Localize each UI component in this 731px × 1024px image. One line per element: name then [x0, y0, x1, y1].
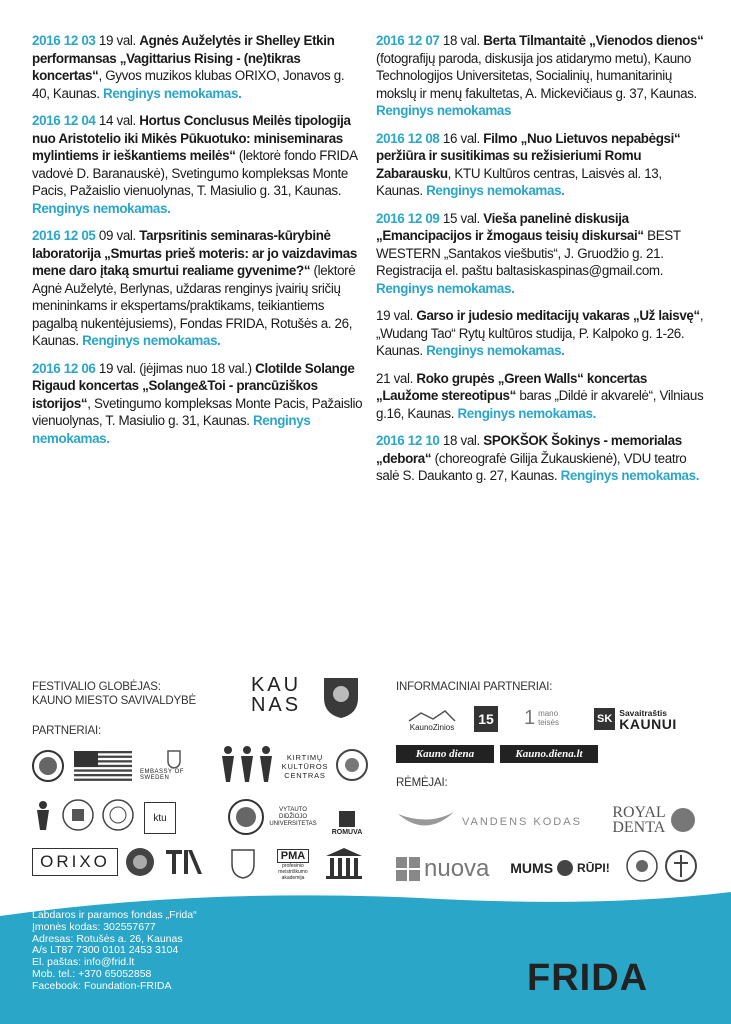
event-date: 2016 12 04 — [32, 113, 96, 128]
seal-icon — [62, 798, 94, 832]
footer-line: Mob. tel.: +370 65052858 — [32, 967, 152, 980]
pma-text: PMA — [277, 849, 309, 863]
round-emblem-icon — [124, 846, 156, 878]
figure-icon — [32, 800, 54, 832]
event-title: Berta Tilmantaitė „Vienodos dienos“ — [483, 33, 704, 48]
event-time: 16 val. — [442, 130, 480, 146]
channel-15-text: 15 — [478, 711, 494, 727]
sponsors-label: RĖMĖJAI: — [396, 777, 448, 789]
kaunas-logo-text: KAU NAS — [250, 674, 302, 716]
event-item — [376, 210, 704, 298]
vandens-kodas-text: VANDENS KODAS — [462, 816, 582, 828]
event-date: 2016 12 10 — [376, 433, 440, 448]
orixo-text: ORIXO — [40, 852, 110, 871]
royal-denta-logo — [604, 800, 704, 840]
nuova-text: nuova — [424, 855, 490, 882]
romuva-text: ROMUVA — [331, 829, 363, 836]
event-time: 19 val. (įėjimas nuo 18 val.) — [98, 360, 252, 376]
footer-line: Labdaros ir paramos fondas „Frida“ — [32, 909, 197, 921]
event-details: , Svetingumo kompleksas Monte Pacis, Pažaislio vienuolynas, T. Masiulio g. 31, Kaunas. — [32, 395, 363, 428]
embassy-sweden-logo — [140, 740, 208, 788]
event-time: 19 val. — [376, 308, 414, 323]
kauno-diena-logo — [396, 745, 494, 763]
royal-denta-emblem-icon — [670, 807, 696, 833]
event-item — [32, 360, 364, 448]
kaunas-coat-of-arms — [318, 672, 364, 720]
event-date: 2016 12 09 — [376, 210, 440, 226]
dancers-icon — [216, 742, 278, 786]
us-seal-icon — [32, 750, 64, 782]
mums-rupi-dot-icon — [556, 859, 574, 877]
event-details: , Gyvos muzikos klubas ORIXO, Jonavos g. 40, Kaunas. — [32, 68, 345, 101]
event-time: 18 val. — [442, 433, 480, 448]
vandens-kodas-logo — [396, 804, 592, 840]
event-free-note: Renginys nemokamas. — [32, 413, 311, 446]
event-time: 21 val. — [376, 370, 414, 386]
vdu-text: VYTAUTO DIDŽIOJO UNIVERSITETAS — [269, 806, 317, 827]
patron-name: KAUNO MIESTO SAVIVALDYBĖ — [32, 695, 196, 707]
sk-badge-icon: SK — [594, 708, 615, 730]
event-item — [376, 432, 704, 485]
us-flag-icon — [74, 751, 132, 781]
event-date: 2016 12 08 — [376, 130, 440, 146]
patron-title: FESTIVALIO GLOBĖJAS: — [32, 681, 161, 693]
event-title: Vieša panelinė diskusija „Emancipacijos ir žmogaus teisių diskursai“ — [376, 210, 644, 243]
royal-text: ROYAL — [612, 804, 666, 821]
event-item — [376, 307, 704, 360]
event-item — [376, 32, 704, 120]
event-date: 2016 12 03 — [32, 33, 96, 48]
manoteises-text: mano teisės — [538, 709, 559, 727]
event-free-note: Renginys nemokamas. — [457, 405, 596, 421]
event-title: Hortus Conclusus Meilės tipologija nuo Aristotelio iki Mikės Pūkuotuko: miniseminaras mylintiems ir ieškantiems meilės“ — [32, 113, 351, 163]
kauno-diena-text: Kauno diena — [415, 748, 475, 760]
university-crest-icon — [102, 798, 134, 832]
sk-city: KAUNUI — [619, 716, 677, 732]
event-details: (lektorė fondo FRIDA vadovė D. Baranauskė), Svetingumo kompleksas Monte Pacis, Pažaislio vienuolynas, T. Masiulio g. 31, Kaunas. — [32, 148, 357, 198]
nuova-logo — [396, 850, 500, 888]
event-details: , KTU Kultūros centras, Laisvės al. 13, Kaunas. — [376, 165, 662, 198]
event-free-note: Renginys nemokamas. — [426, 343, 565, 358]
footer-line: A/s LT87 7300 0101 2453 3104 — [32, 944, 179, 957]
pma-logo — [272, 848, 314, 882]
kirtimu-logo — [280, 746, 330, 786]
footer-line: El. paštas: info@frid.lt — [32, 956, 135, 969]
event-details: (choreografė Gilija Žukauskienė), VDU teatro salė S. Daukanto g. 27, Kaunas. — [376, 450, 687, 483]
college-crest-icon — [228, 846, 258, 880]
event-title: Clotilde Solange Rigaud koncertas „Solange&Toi - prancūziškos istorijos“ — [32, 360, 355, 411]
vdu-crest-icon — [226, 798, 266, 836]
event-title: Roko grupės „Green Walls“ koncertas „Laužome stereotipus“ — [376, 370, 647, 403]
denta-text: DENTA — [612, 819, 666, 836]
kaunozinios-text: KaunoZinios — [409, 722, 455, 732]
event-title: Tarpsritinis seminaras-kūrybinė laboratorija „Smurtas prieš moteris: ar jo vaizdavimas mene daro įtaką smurtui realiame gyvenime?“ — [32, 228, 357, 278]
event-title: Agnės Auželytės ir Shelley Etkin performansas „Vagittarius Rising - (ne)tikras koncertas“ — [32, 33, 335, 83]
kauno-diena-lt-text: Kauno.diena.lt — [515, 748, 583, 760]
channel-15-logo — [474, 706, 498, 732]
kaunas-logo — [244, 668, 308, 722]
manoteises-figure-icon: 1 — [523, 706, 536, 729]
event-date: 2016 12 05 — [32, 228, 96, 243]
event-date: 2016 12 07 — [376, 33, 440, 48]
ktu-text: ktu — [153, 812, 167, 824]
temple-icon — [324, 846, 364, 882]
info-partners-label: INFORMACINIAI PARTNERIAI: — [396, 681, 553, 693]
tn-logo — [164, 846, 208, 878]
kirtimu-text: KIRTIMŲ KULTŪROS CENTRAS — [281, 752, 329, 780]
event-item — [32, 32, 364, 102]
events-column-right — [376, 32, 704, 495]
event-free-note: Renginys nemokamas. — [103, 85, 242, 101]
frida-logo — [527, 957, 648, 1000]
event-details: , „Wudang Tao“ Rytų kultūros studija, P. Kalpoko g. 1-26. Kaunas. — [376, 308, 704, 358]
sponsor-emblem-icon — [626, 848, 658, 884]
kaunozinios-logo — [394, 704, 470, 736]
footer-line: Adresas: Rotušės a. 26, Kaunas — [32, 932, 183, 945]
event-free-note: Renginys nemokamas. — [376, 280, 515, 296]
sk-text — [619, 708, 676, 730]
event-item — [32, 227, 364, 350]
footer-line: Facebook: Foundation-FRIDA — [32, 979, 172, 992]
romuva-logo — [326, 798, 368, 836]
event-free-note: Renginys nemokamas. — [426, 183, 565, 198]
crest-icon — [336, 748, 368, 782]
frida-logo-text: FRIDA — [527, 957, 649, 999]
sponsor-crest-icon — [664, 848, 698, 884]
event-title: Garso ir judesio meditacijų vakaras „Už laisvę“ — [416, 308, 700, 323]
pma-sub-text: profesinio meistriškumo akademija — [278, 863, 308, 881]
event-time: 15 val. — [442, 210, 480, 226]
event-time: 18 val. — [442, 33, 480, 48]
sk-name: Savaitraštis — [619, 708, 668, 718]
event-time: 14 val. — [98, 113, 136, 128]
event-item — [32, 112, 364, 217]
royal-denta-text — [612, 805, 665, 835]
kauno-diena-lt-logo — [500, 745, 598, 763]
mums-rupi-logo — [506, 850, 614, 886]
event-date: 2016 12 06 — [32, 360, 96, 376]
mums-text: MUMS — [510, 860, 554, 876]
orixo-logo — [32, 848, 118, 876]
manoteises-logo — [510, 702, 582, 734]
embassy-sweden-text: EMBASSY OF SWEDEN — [140, 769, 184, 781]
event-item — [376, 130, 704, 200]
event-free-note: Renginys nemokamas. — [82, 333, 221, 348]
ktu-logo — [144, 802, 176, 834]
event-item — [376, 370, 704, 423]
patron-label — [32, 680, 196, 708]
event-details: (fotografijų paroda, diskusija jos atidarymo metu), Kauno Technologijos Universitetas, Socialinių, humanitarinių mokslų ir menų fakultetas, A. Mickevičiaus g. 37, Kaunas. — [376, 50, 697, 101]
event-free-note: Renginys nemokamas — [376, 103, 512, 118]
event-time: 09 val. — [98, 228, 136, 243]
nuova-squares-icon — [396, 857, 420, 881]
partners-label: PARTNERIAI: — [32, 725, 101, 737]
events-column-left — [32, 32, 364, 457]
event-free-note: Renginys nemokamas. — [560, 468, 700, 483]
event-free-note: Renginys nemokamas. — [32, 200, 171, 216]
footer-contact — [32, 910, 197, 993]
event-title: Filmo „Nuo Lietuvos nepabėgsi“ peržiūra ir susitikimas su režisieriumi Romu Zabarausku — [376, 130, 681, 181]
rupi-text: RŪPI! — [577, 861, 610, 875]
event-time: 19 val. — [98, 33, 136, 48]
vdu-logo — [268, 804, 318, 830]
event-details: baras „Dildė ir akvarelė“, Vilniaus g.16, Kaunas. — [376, 388, 704, 421]
savaitrastis-kaunui-logo — [594, 704, 704, 734]
event-details: (lektorė Agnė Auželytė, Berlynas, uždaras renginys įvairių sričių menininkams ir ekspertams/praktikams, teikiantiems pagalbą nukentėjusiems), Fondas FRIDA, Rotušės a. 26, Kaunas. — [32, 263, 356, 348]
footer-line: Įmonės kodas: 302557677 — [32, 920, 156, 933]
event-title: SPOKŠOK Šokinys - memorialas „debora“ — [376, 433, 682, 466]
event-details: BEST WESTERN „Santakos viešbutis“, J. Gruodžio g. 21. Registracija el. paštu baltasiskaspinas@gmail.com. — [376, 228, 681, 278]
